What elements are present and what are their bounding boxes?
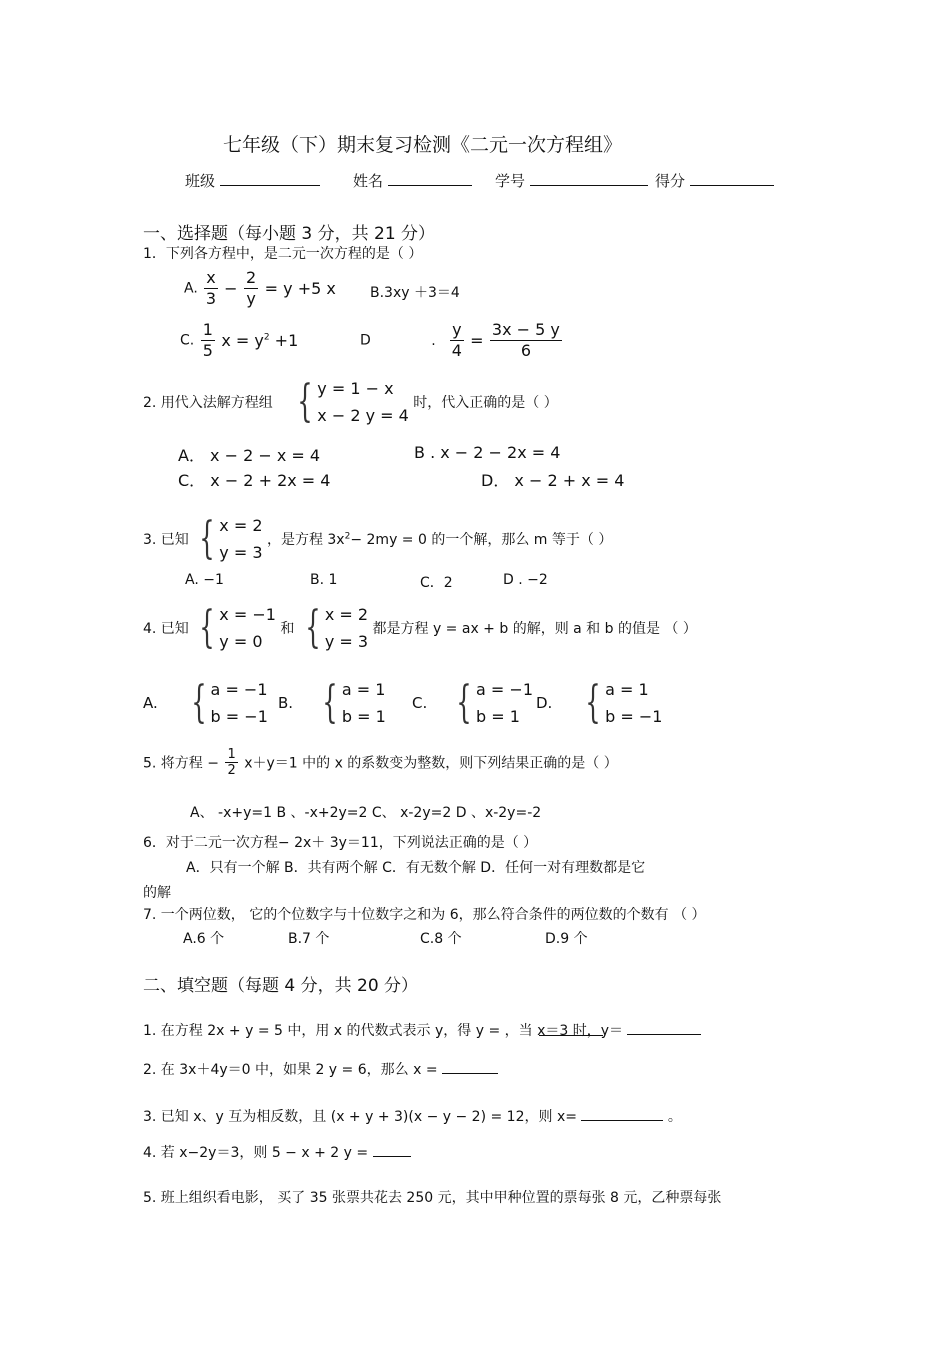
q2-option-c: C． x − 2 + 2x = 4 [178, 471, 331, 490]
system-line-1: a = −1 [476, 680, 533, 699]
name-field[interactable] [388, 171, 472, 186]
q1-c-fraction [201, 320, 215, 361]
q3-equation-system [193, 512, 262, 566]
q5-lead: 5. 将方程 − [143, 755, 219, 772]
fill-1-blank-2[interactable] [627, 1020, 701, 1035]
brace-icon: { [322, 677, 338, 728]
system-line-1: x = −1 [219, 605, 276, 624]
q6-continuation: 的解 [143, 885, 171, 901]
header-row [185, 170, 320, 191]
q1-c-expression [221, 331, 298, 350]
denominator: 6 [520, 341, 531, 360]
q3-option-b: B. 1 [310, 572, 338, 588]
numerator: 2 [246, 268, 257, 287]
system-line-2: x − 2 y = 4 [317, 406, 409, 425]
system-line-1: x = 2 [324, 605, 369, 624]
q4-option-d [536, 676, 662, 730]
q4-lead: 4. 已知 [143, 621, 189, 637]
fill-4-blank[interactable] [373, 1142, 411, 1157]
system-line-2: b = 1 [476, 707, 520, 726]
id-field[interactable] [530, 171, 648, 186]
fill-1-blank-1[interactable] [539, 1020, 603, 1036]
numerator: 3x − 5 y [491, 320, 560, 339]
system-line-1: a = 1 [605, 680, 649, 699]
system-line-1: y = 1 − x [317, 379, 394, 398]
brace-icon: { [199, 513, 215, 564]
system-line-2: b = −1 [605, 707, 663, 726]
denominator: 3 [205, 289, 217, 308]
q5-options: A、 -x+y=1 B 、-x+2y=2 C、 x-2y=2 D 、x-2y=-2 [190, 805, 542, 821]
q1-option-c [180, 320, 298, 361]
system-line-1: x = 2 [219, 516, 263, 535]
q2-equation-system [291, 375, 409, 429]
equals-sign: = [470, 331, 484, 350]
q1-a-fraction-2 [244, 268, 258, 309]
minus-sign: − [224, 279, 238, 298]
q4-stem [143, 601, 697, 655]
q4-and: 和 [280, 621, 295, 637]
brace-icon: { [190, 677, 207, 728]
score-field[interactable] [690, 171, 774, 186]
brace-icon: { [297, 376, 313, 427]
fill-4 [143, 1142, 411, 1162]
numerator: 1 [202, 320, 213, 339]
q1-c-rest: x = y [221, 331, 264, 350]
fill-3 [143, 1106, 682, 1126]
q7-option-c: C.8 个 [420, 931, 462, 947]
q4-a-system [185, 676, 268, 730]
name-label: 姓名 [353, 172, 384, 190]
denominator: y [246, 289, 256, 308]
fill-1-text: 1. 在方程 2x + y = 5 中，用 x 的代数式表示 y，得 y = ，当 x＝3 时，y＝ [143, 1023, 624, 1039]
q1-option-a [184, 268, 336, 309]
q6-stem: 6．对于二元一次方程− 2x＋ 3y＝11，下列说法正确的是（ ） [143, 835, 538, 851]
q1-option-b: B.3xy ＋3＝4 [370, 285, 460, 301]
q1-c-label: C. [180, 332, 195, 349]
score-label: 得分 [655, 172, 686, 190]
q3-trail-post: − 2my = 0 的一个解，那么 m 等于（ ） [350, 532, 613, 548]
system-line-2: y = 0 [219, 632, 263, 651]
brace-icon: { [585, 677, 601, 728]
fill-1 [143, 1020, 701, 1040]
q7-stem: 7. 一个两位数， 它的个位数字与十位数字之和为 6，那么符合条件的两位数的个数有 （ ） [143, 907, 706, 923]
q3-option-d: D . −2 [503, 572, 548, 588]
brace-icon: { [199, 602, 215, 653]
class-field[interactable] [220, 171, 320, 186]
q4-system-2 [299, 601, 368, 655]
q3-option-a: A. −1 [185, 572, 224, 588]
q2-lead: 2. 用代入法解方程组 [143, 395, 273, 411]
q3-trail-pre: ，是方程 3x [266, 532, 345, 548]
q2-option-b: B . x − 2 − 2x = 4 [414, 443, 561, 462]
q1-a-label: A. [184, 280, 198, 297]
exponent: 2 [263, 332, 270, 343]
q1-a-fraction-1 [204, 268, 217, 309]
numerator: 1 [227, 747, 236, 762]
q7-option-d: D.9 个 [545, 931, 588, 947]
q4-trail: 都是方程 y = ax + b 的解，则 a 和 b 的值是 （ ） [372, 621, 697, 637]
system-line-2: b = 1 [341, 707, 386, 726]
denominator: 5 [202, 341, 213, 360]
q1-c-tail: +1 [274, 331, 299, 350]
exponent: 2 [344, 531, 351, 542]
q4-option-a [143, 676, 268, 730]
q6-options: A．只有一个解 B．共有两个解 C．有无数个解 D．任何一对有理数都是它 [186, 860, 646, 876]
denominator: 4 [451, 341, 462, 360]
q5-fraction [225, 747, 237, 778]
brace-icon: { [456, 677, 472, 728]
fill-2 [143, 1059, 498, 1079]
id-row [495, 170, 648, 191]
q4-d-system [579, 676, 662, 730]
q1-option-d [360, 320, 564, 361]
system-line-1: a = 1 [341, 680, 386, 699]
q4-b-label: B. [278, 694, 294, 712]
score-row [655, 170, 774, 191]
q1-a-rest: = y +5 x [264, 279, 336, 298]
q2-stem [143, 375, 558, 429]
q2-option-a: A． x − 2 − x = 4 [178, 446, 321, 465]
q1-d-label: D [360, 332, 371, 349]
q4-b-system [316, 676, 386, 730]
q1-d-fraction-2 [490, 320, 562, 361]
q2-option-d: D． x − 2 + x = 4 [481, 471, 625, 490]
q4-a-label: A. [143, 694, 158, 712]
q5-stem [143, 747, 618, 778]
q3-trail [267, 532, 612, 548]
q4-d-label: D. [536, 694, 553, 712]
fill-5: 5. 班上组织看电影， 买了 35 张票共花去 250 元，其中甲种位置的票每张 8 元，乙种票每张 [143, 1190, 722, 1206]
q4-c-system [450, 676, 533, 730]
denominator: 2 [227, 763, 236, 778]
fill-3-text: 3. 已知 x、y 互为相反数，且 (x + y + 3)(x − y − 2) = 12，则 x= [143, 1109, 577, 1125]
system-line-2: y = 3 [324, 632, 369, 651]
q3-option-c: C．2 [420, 575, 453, 591]
q7-option-b: B.7 个 [288, 931, 330, 947]
name-row [353, 170, 472, 191]
q1-stem: 1．下列各方程中，是二元一次方程的是（ ） [143, 246, 423, 262]
fill-3-blank[interactable] [581, 1106, 663, 1121]
q2-trail: 时，代入正确的是（ ） [413, 395, 558, 411]
q5-trail: x＋y＝1 中的 x 的系数变为整数，则下列结果正确的是（ ） [244, 755, 618, 772]
id-label: 学号 [495, 172, 526, 190]
numerator: x [206, 268, 216, 287]
q4-option-c [412, 676, 533, 730]
q1-d-fraction-1 [450, 320, 463, 361]
page-title: 七年级（下）期末复习检测《二元一次方程组》 [223, 134, 623, 156]
q1-d-dot: . [431, 332, 436, 349]
brace-icon: { [305, 602, 321, 653]
q7-option-a: A.6 个 [183, 931, 225, 947]
section2-heading: 二、填空题（每题 4 分，共 20 分） [143, 976, 419, 996]
q4-c-label: C. [412, 694, 428, 712]
section1-heading: 一、选择题（每小题 3 分，共 21 分） [143, 224, 436, 244]
fill-2-text: 2. 在 3x＋4y＝0 中，如果 2 y = 6，那么 x = [143, 1062, 438, 1078]
system-line-1: a = −1 [210, 680, 268, 699]
fill-3-end: 。 [667, 1109, 682, 1125]
q3-lead: 3. 已知 [143, 532, 189, 548]
q3-stem [143, 512, 612, 566]
q4-system-1 [193, 601, 276, 655]
system-line-2: b = −1 [210, 707, 268, 726]
system-line-2: y = 3 [219, 543, 263, 562]
numerator: y [452, 320, 462, 339]
q4-option-b [278, 676, 386, 730]
fill-4-text: 4. 若 x−2y＝3，则 5 − x + 2 y = [143, 1145, 369, 1161]
fill-2-blank[interactable] [442, 1059, 498, 1074]
class-label: 班级 [185, 172, 216, 190]
